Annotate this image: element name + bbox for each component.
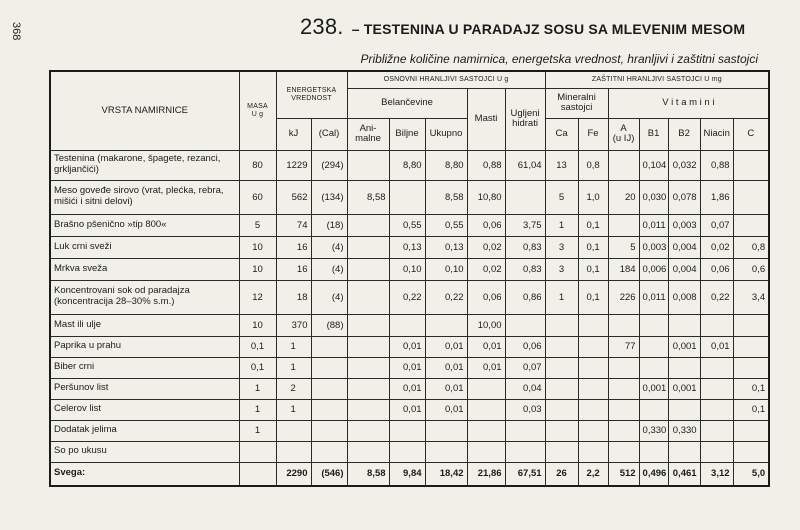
- total-ca: 26: [545, 462, 578, 486]
- cell-b1: [639, 357, 668, 378]
- cell-plant: 8,80: [389, 150, 425, 180]
- cell-fe: [578, 314, 608, 336]
- cell-fe: [578, 420, 608, 441]
- cell-b2: [668, 357, 700, 378]
- cell-kj: [276, 420, 311, 441]
- header-plant: Biljne: [389, 118, 425, 150]
- cell-kj: 1: [276, 399, 311, 420]
- header-mass: [239, 71, 276, 150]
- header-food-item: VRSTA NAMIRNICE: [50, 71, 239, 150]
- cell-mass: 80: [239, 150, 276, 180]
- cell-carbs: 61,04: [505, 150, 545, 180]
- total-mass: [239, 462, 276, 486]
- header-b2: B2: [668, 118, 700, 150]
- cell-ca: 1: [545, 214, 578, 236]
- table-row: [50, 236, 769, 258]
- cell-plant: 0,10: [389, 258, 425, 280]
- row-name: Brašno pšenično »tip 800«: [50, 214, 239, 236]
- total-carbs: 67,51: [505, 462, 545, 486]
- header-energy-cal: (Cal): [311, 118, 347, 150]
- cell-plant: 0,22: [389, 280, 425, 314]
- cell-total: [425, 441, 467, 462]
- cell-b2: 0,078: [668, 180, 700, 214]
- cell-total: 8,80: [425, 150, 467, 180]
- cell-b2: 0,032: [668, 150, 700, 180]
- cell-b2: 0,001: [668, 378, 700, 399]
- cell-carbs: 0,06: [505, 336, 545, 357]
- header-vit-c: C: [733, 118, 769, 150]
- cell-animal: [347, 214, 389, 236]
- cell-vit-a: [608, 420, 639, 441]
- cell-total: 0,55: [425, 214, 467, 236]
- cell-mass: 1: [239, 420, 276, 441]
- cell-animal: [347, 420, 389, 441]
- cell-total: 0,01: [425, 357, 467, 378]
- header-mass-label: MASA: [247, 103, 268, 111]
- cell-ca: 5: [545, 180, 578, 214]
- cell-carbs: [505, 314, 545, 336]
- cell-vit-a: 20: [608, 180, 639, 214]
- cell-animal: [347, 357, 389, 378]
- cell-fe: [578, 441, 608, 462]
- cell-animal: [347, 314, 389, 336]
- cell-kj: 562: [276, 180, 311, 214]
- header-proteins: Belančevine: [347, 88, 467, 118]
- cell-kj: 16: [276, 236, 311, 258]
- row-name: Luk crni sveži: [50, 236, 239, 258]
- cell-mass: 5: [239, 214, 276, 236]
- cell-cal: [311, 441, 347, 462]
- cell-ca: [545, 378, 578, 399]
- row-name: Peršunov list: [50, 378, 239, 399]
- total-vit-a: 512: [608, 462, 639, 486]
- cell-vit-c: [733, 420, 769, 441]
- cell-niacin: [700, 314, 733, 336]
- header-energy-kj: kJ: [276, 118, 311, 150]
- cell-fat: 0,02: [467, 258, 505, 280]
- recipe-subtitle: Približne količine namirnica, energetska vrednost, hranljivi i zaštitni sastojci: [360, 52, 758, 66]
- row-name: Celerov list: [50, 399, 239, 420]
- total-animal: 8,58: [347, 462, 389, 486]
- cell-fat: [467, 420, 505, 441]
- cell-b2: 0,330: [668, 420, 700, 441]
- cell-cal: [311, 378, 347, 399]
- row-name: Dodatak jelima: [50, 420, 239, 441]
- cell-mass: 10: [239, 314, 276, 336]
- header-niacin: Niacin: [700, 118, 733, 150]
- header-carbs: Ugljeni hidrati: [505, 88, 545, 150]
- cell-kj: 2: [276, 378, 311, 399]
- cell-plant: 0,55: [389, 214, 425, 236]
- cell-vit-a: [608, 150, 639, 180]
- cell-fat: 10,00: [467, 314, 505, 336]
- cell-total: [425, 314, 467, 336]
- cell-niacin: [700, 420, 733, 441]
- cell-vit-a: 5: [608, 236, 639, 258]
- cell-b1: 0,006: [639, 258, 668, 280]
- cell-b2: 0,003: [668, 214, 700, 236]
- cell-plant: [389, 420, 425, 441]
- cell-b1: 0,330: [639, 420, 668, 441]
- cell-mass: 12: [239, 280, 276, 314]
- cell-vit-c: 0,8: [733, 236, 769, 258]
- cell-vit-a: [608, 214, 639, 236]
- total-b1: 0,496: [639, 462, 668, 486]
- cell-kj: [276, 441, 311, 462]
- cell-vit-a: [608, 314, 639, 336]
- cell-mass: 10: [239, 236, 276, 258]
- cell-carbs: 0,03: [505, 399, 545, 420]
- total-cal: (546): [311, 462, 347, 486]
- cell-animal: [347, 258, 389, 280]
- nutrition-table: [49, 70, 770, 487]
- cell-vit-c: [733, 441, 769, 462]
- header-mass-unit: U g: [251, 110, 264, 118]
- cell-total: 0,01: [425, 336, 467, 357]
- cell-vit-a: [608, 399, 639, 420]
- cell-total: [425, 420, 467, 441]
- cell-total: 0,01: [425, 378, 467, 399]
- table-row: [50, 441, 769, 462]
- table-row: [50, 336, 769, 357]
- cell-cal: (4): [311, 280, 347, 314]
- cell-b2: 0,004: [668, 236, 700, 258]
- cell-fat: 0,06: [467, 280, 505, 314]
- total-plant: 9,84: [389, 462, 425, 486]
- cell-niacin: 1,86: [700, 180, 733, 214]
- cell-carbs: 0,86: [505, 280, 545, 314]
- cell-fat: 0,06: [467, 214, 505, 236]
- cell-niacin: 0,02: [700, 236, 733, 258]
- cell-fe: [578, 399, 608, 420]
- cell-plant: 0,01: [389, 357, 425, 378]
- cell-ca: [545, 336, 578, 357]
- header-energy: ENERGETSKA VREDNOST: [276, 71, 347, 118]
- table-row: [50, 357, 769, 378]
- cell-cal: (134): [311, 180, 347, 214]
- cell-cal: [311, 357, 347, 378]
- row-name: Mrkva sveža: [50, 258, 239, 280]
- cell-niacin: 0,88: [700, 150, 733, 180]
- cell-cal: (4): [311, 236, 347, 258]
- table-row: [50, 314, 769, 336]
- cell-mass: 60: [239, 180, 276, 214]
- table-row: [50, 399, 769, 420]
- cell-vit-c: [733, 314, 769, 336]
- cell-cal: (18): [311, 214, 347, 236]
- cell-animal: [347, 441, 389, 462]
- cell-total: 0,01: [425, 399, 467, 420]
- cell-mass: 0,1: [239, 357, 276, 378]
- cell-mass: 0,1: [239, 336, 276, 357]
- cell-b2: 0,004: [668, 258, 700, 280]
- cell-plant: 0,01: [389, 399, 425, 420]
- cell-fe: [578, 357, 608, 378]
- total-vit-c: 5,0: [733, 462, 769, 486]
- header-total: Ukupno: [425, 118, 467, 150]
- cell-ca: 3: [545, 258, 578, 280]
- cell-kj: 370: [276, 314, 311, 336]
- cell-fe: 0,1: [578, 214, 608, 236]
- cell-b1: 0,104: [639, 150, 668, 180]
- cell-vit-c: [733, 357, 769, 378]
- cell-vit-c: [733, 214, 769, 236]
- cell-b1: 0,003: [639, 236, 668, 258]
- cell-carbs: 0,07: [505, 357, 545, 378]
- cell-cal: [311, 336, 347, 357]
- cell-carbs: [505, 420, 545, 441]
- header-vitamins: V i t a m i n i: [608, 88, 769, 118]
- cell-vit-a: [608, 357, 639, 378]
- recipe-title: – TESTENINA U PARADAJZ SOSU SA MLEVENIM MESOM: [351, 21, 746, 37]
- cell-ca: [545, 357, 578, 378]
- cell-carbs: 0,83: [505, 236, 545, 258]
- cell-b1: [639, 314, 668, 336]
- cell-animal: [347, 336, 389, 357]
- cell-mass: 1: [239, 378, 276, 399]
- cell-vit-a: 77: [608, 336, 639, 357]
- cell-carbs: [505, 180, 545, 214]
- cell-b1: [639, 441, 668, 462]
- cell-niacin: [700, 378, 733, 399]
- header-animal: Ani- malne: [347, 118, 389, 150]
- cell-mass: 1: [239, 399, 276, 420]
- cell-vit-c: 0,6: [733, 258, 769, 280]
- cell-b1: 0,030: [639, 180, 668, 214]
- cell-niacin: 0,06: [700, 258, 733, 280]
- cell-carbs: [505, 441, 545, 462]
- cell-fat: 0,02: [467, 236, 505, 258]
- cell-cal: [311, 420, 347, 441]
- row-name: Mast ili ulje: [50, 314, 239, 336]
- cell-kj: 18: [276, 280, 311, 314]
- cell-vit-c: [733, 150, 769, 180]
- cell-vit-c: 0,1: [733, 378, 769, 399]
- row-name: Biber crni: [50, 357, 239, 378]
- cell-cal: (4): [311, 258, 347, 280]
- cell-plant: [389, 441, 425, 462]
- cell-vit-c: 3,4: [733, 280, 769, 314]
- cell-vit-a: 226: [608, 280, 639, 314]
- cell-fe: 0,1: [578, 258, 608, 280]
- cell-ca: 1: [545, 280, 578, 314]
- cell-b1: 0,011: [639, 280, 668, 314]
- total-b2: 0,461: [668, 462, 700, 486]
- table-row: [50, 420, 769, 441]
- header-vit-a: A (u IJ): [608, 118, 639, 150]
- table-row: [50, 150, 769, 180]
- header-basic-nutrients: OSNOVNI HRANLJIVI SASTOJCI U g: [347, 71, 545, 88]
- cell-animal: [347, 280, 389, 314]
- cell-vit-a: [608, 441, 639, 462]
- header-b1: B1: [639, 118, 668, 150]
- cell-niacin: [700, 441, 733, 462]
- total-niacin: 3,12: [700, 462, 733, 486]
- cell-total: 0,10: [425, 258, 467, 280]
- cell-animal: [347, 236, 389, 258]
- row-name: Testenina (makarone, špagete, rezanci, grkljančići): [50, 150, 239, 180]
- cell-b1: 0,001: [639, 378, 668, 399]
- totals-row: [50, 462, 769, 486]
- cell-fat: 0,01: [467, 357, 505, 378]
- cell-b2: [668, 314, 700, 336]
- table-row: [50, 378, 769, 399]
- header-protective-nutrients: ZAŠTITNI HRANLJIVI SASTOJCI U mg: [545, 71, 769, 88]
- row-name: So po ukusu: [50, 441, 239, 462]
- cell-fe: 0,8: [578, 150, 608, 180]
- cell-fat: 0,88: [467, 150, 505, 180]
- cell-plant: [389, 314, 425, 336]
- cell-b2: 0,001: [668, 336, 700, 357]
- cell-niacin: 0,22: [700, 280, 733, 314]
- totals-label: Svega:: [50, 462, 239, 486]
- cell-fe: 0,1: [578, 280, 608, 314]
- cell-ca: [545, 314, 578, 336]
- cell-vit-a: [608, 378, 639, 399]
- cell-ca: [545, 441, 578, 462]
- cell-ca: [545, 420, 578, 441]
- header-fe: Fe: [578, 118, 608, 150]
- cell-fat: [467, 399, 505, 420]
- total-kj: 2290: [276, 462, 311, 486]
- cell-carbs: 0,83: [505, 258, 545, 280]
- cell-ca: 3: [545, 236, 578, 258]
- cell-animal: [347, 399, 389, 420]
- cell-b1: [639, 399, 668, 420]
- total-fe: 2,2: [578, 462, 608, 486]
- header-fats: Masti: [467, 88, 505, 150]
- cell-vit-c: [733, 336, 769, 357]
- cell-b2: 0,008: [668, 280, 700, 314]
- cell-niacin: [700, 357, 733, 378]
- cell-fe: [578, 336, 608, 357]
- total-total: 18,42: [425, 462, 467, 486]
- cell-ca: 13: [545, 150, 578, 180]
- cell-kj: 1: [276, 336, 311, 357]
- cell-mass: 10: [239, 258, 276, 280]
- cell-mass: [239, 441, 276, 462]
- header-minerals: Mineralni sastojci: [545, 88, 608, 118]
- cell-animal: [347, 378, 389, 399]
- cell-b2: [668, 441, 700, 462]
- cell-cal: (88): [311, 314, 347, 336]
- cell-carbs: 3,75: [505, 214, 545, 236]
- cell-ca: [545, 399, 578, 420]
- cell-fe: 0,1: [578, 236, 608, 258]
- header-ca: Ca: [545, 118, 578, 150]
- table-row: [50, 180, 769, 214]
- row-name: Meso goveđe sirovo (vrat, plećka, rebra, mišići i sitni delovi): [50, 180, 239, 214]
- cell-cal: [311, 399, 347, 420]
- cell-plant: [389, 180, 425, 214]
- table-row: [50, 258, 769, 280]
- cell-fat: [467, 441, 505, 462]
- cell-b2: [668, 399, 700, 420]
- table-row: [50, 214, 769, 236]
- cell-animal: 8,58: [347, 180, 389, 214]
- cell-fat: [467, 378, 505, 399]
- cell-total: 0,13: [425, 236, 467, 258]
- cell-niacin: 0,07: [700, 214, 733, 236]
- cell-plant: 0,01: [389, 378, 425, 399]
- recipe-title-block: [300, 14, 780, 40]
- nutrition-table-body: [50, 150, 769, 486]
- cell-fe: [578, 378, 608, 399]
- recipe-number: 238.: [300, 14, 344, 39]
- cell-niacin: 0,01: [700, 336, 733, 357]
- cell-fat: 0,01: [467, 336, 505, 357]
- page-number: 368: [10, 22, 22, 41]
- cell-vit-a: 184: [608, 258, 639, 280]
- cell-kj: 1: [276, 357, 311, 378]
- row-name: Koncentrovani sok od paradajza (koncentracija 28–30% s.m.): [50, 280, 239, 314]
- cell-fat: 10,80: [467, 180, 505, 214]
- table-row: [50, 280, 769, 314]
- cell-kj: 1229: [276, 150, 311, 180]
- cell-plant: 0,01: [389, 336, 425, 357]
- cell-niacin: [700, 399, 733, 420]
- cell-kj: 16: [276, 258, 311, 280]
- row-name: Paprika u prahu: [50, 336, 239, 357]
- cell-animal: [347, 150, 389, 180]
- cell-fe: 1,0: [578, 180, 608, 214]
- cell-plant: 0,13: [389, 236, 425, 258]
- cell-b1: [639, 336, 668, 357]
- cell-vit-c: [733, 180, 769, 214]
- cell-vit-c: 0,1: [733, 399, 769, 420]
- cell-carbs: 0,04: [505, 378, 545, 399]
- cell-total: 0,22: [425, 280, 467, 314]
- cell-total: 8,58: [425, 180, 467, 214]
- cell-kj: 74: [276, 214, 311, 236]
- cell-cal: (294): [311, 150, 347, 180]
- cell-b1: 0,011: [639, 214, 668, 236]
- total-fat: 21,86: [467, 462, 505, 486]
